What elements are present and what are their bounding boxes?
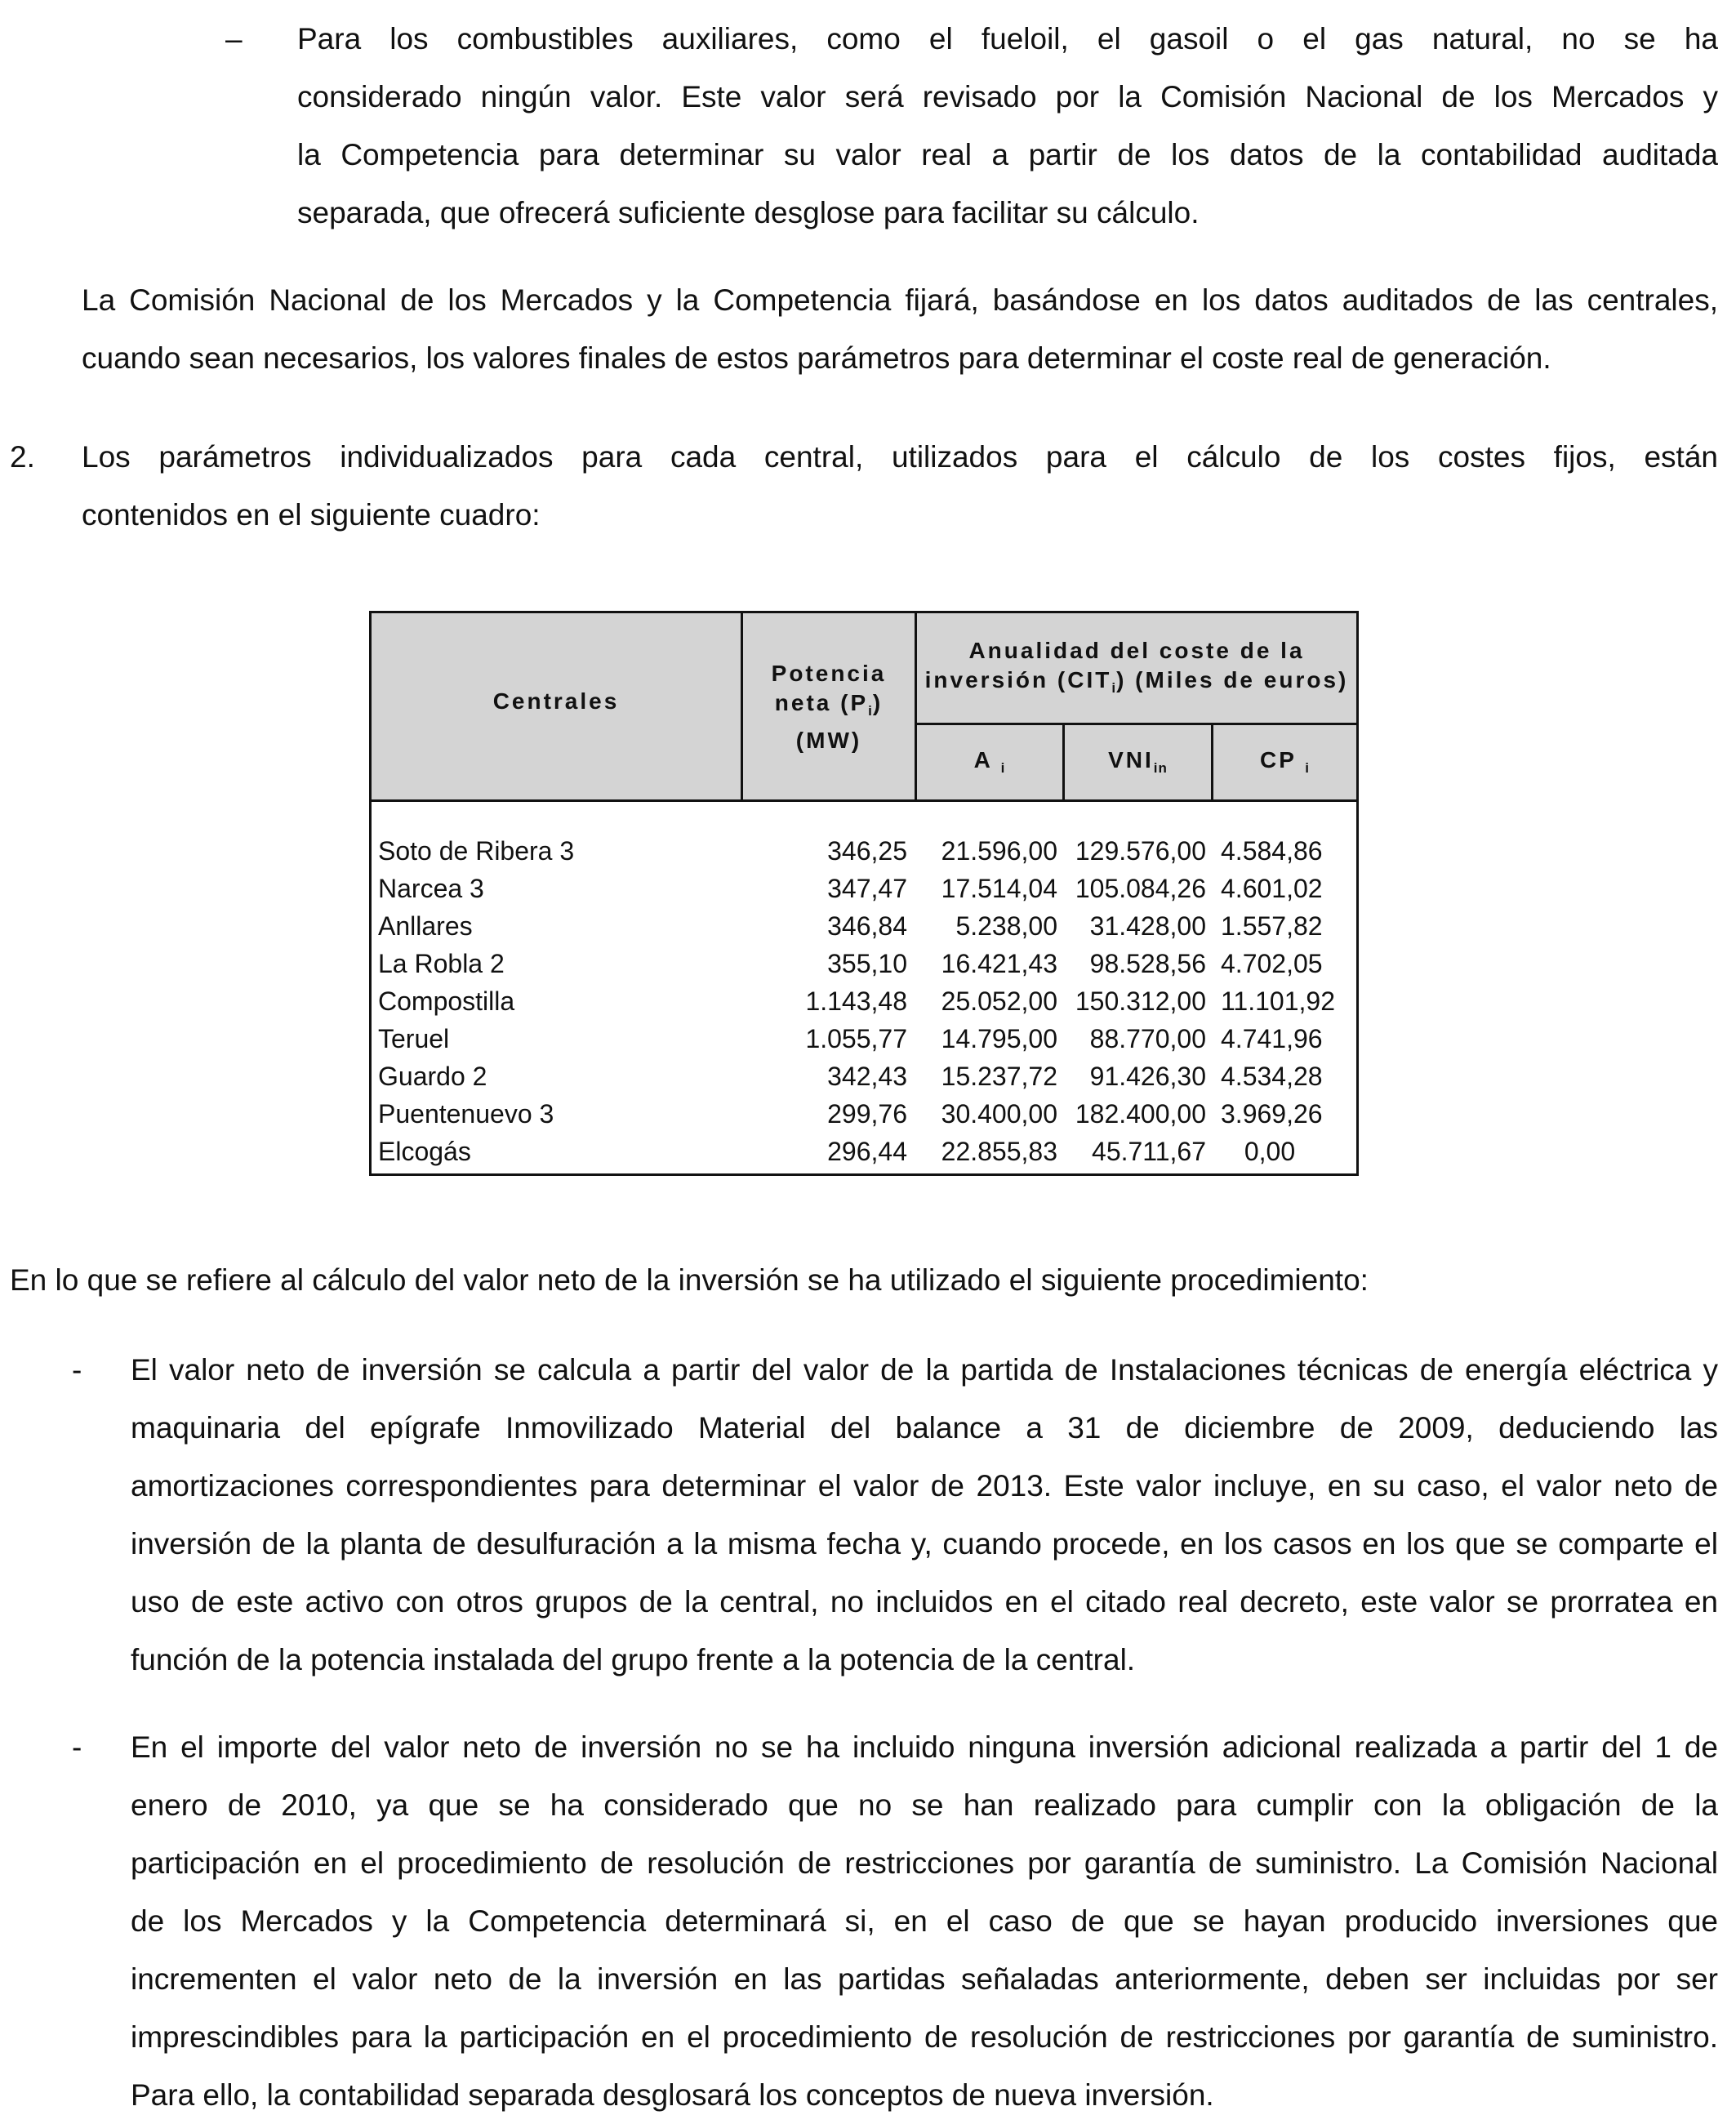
bullet1-paragraph: [131, 1341, 1718, 1689]
cell-cp: 0,00: [1244, 1137, 1296, 1166]
cell-central: Compostilla: [378, 986, 515, 1016]
cell-cp: 4.534,28: [1221, 1062, 1323, 1091]
cell-a: 17.514,04: [941, 874, 1057, 903]
header-vni: [1065, 746, 1211, 783]
text-line: imprescindibles para la participación en el procedimiento de resolución de restricciones por garantía de suministro.: [131, 2020, 1718, 2054]
table-row: [372, 832, 1356, 870]
text-line: amortizaciones correspondientes para determinar el valor de 2013. Este valor incluye, en su caso, el valor neto de: [131, 1469, 1718, 1503]
subscript: i: [1305, 760, 1310, 776]
header-text: A: [973, 747, 992, 773]
cell-cp: 4.584,86: [1221, 836, 1323, 866]
table-row: [372, 982, 1356, 1020]
header-text: neta (P: [774, 690, 869, 715]
text-line: uso de este activo con otros grupos de la central, no incluidos en el citado real decreto, este valor se prorratea en: [131, 1585, 1718, 1619]
header-text: ) (Miles de euros): [1116, 667, 1349, 692]
header-divider: [915, 723, 1356, 725]
header-text: inversión (CIT: [924, 667, 1112, 692]
text-line: contenidos en el siguiente cuadro:: [82, 498, 541, 532]
dash-marker: –: [225, 22, 243, 56]
table-row: [372, 907, 1356, 945]
cell-vni: 31.428,00: [1089, 911, 1206, 941]
header-text: VNI: [1108, 747, 1154, 773]
cell-a: 22.855,83: [941, 1137, 1057, 1166]
cell-vni: 98.528,56: [1089, 949, 1206, 978]
cell-potencia: 355,10: [827, 949, 907, 978]
text-line: cuando sean necesarios, los valores finales de estos parámetros para determinar el coste real de generación.: [82, 341, 1551, 375]
list-number: 2.: [10, 440, 35, 474]
cell-potencia: 296,44: [827, 1137, 907, 1166]
cell-vni: 105.084,26: [1075, 874, 1206, 903]
bullet-marker: -: [72, 1353, 82, 1387]
header-line: [743, 688, 915, 726]
table-row: [372, 1020, 1356, 1058]
text-line: La Comisión Nacional de los Mercados y la Competencia fijará, basándose en los datos auditados de las centrales,: [82, 283, 1718, 317]
cell-a: 14.795,00: [941, 1024, 1057, 1053]
text-line: inversión de la planta de desulfuración a la misma fecha y, cuando procede, en los casos en los que se comparte el: [131, 1527, 1718, 1561]
bullet2-paragraph: [131, 1718, 1718, 2124]
cell-cp: 4.702,05: [1221, 949, 1323, 978]
table-row: [372, 870, 1356, 907]
bullet-marker: -: [72, 1730, 82, 1764]
subscript: in: [1153, 760, 1168, 776]
cell-central: Elcogás: [378, 1137, 471, 1166]
cell-vni: 129.576,00: [1075, 836, 1206, 866]
text-line: participación en el procedimiento de resolución de restricciones por garantía de suministro. La Comisión Nacional: [131, 1846, 1718, 1880]
cell-a: 25.052,00: [941, 986, 1057, 1016]
cell-potencia: 347,47: [827, 874, 907, 903]
header-line: Potencia: [771, 661, 887, 686]
header-text: CP: [1260, 747, 1297, 773]
cell-vni: 88.770,00: [1089, 1024, 1206, 1053]
cell-vni: 182.400,00: [1075, 1099, 1206, 1129]
cell-cp: 11.101,92: [1221, 986, 1335, 1016]
cell-central: Soto de Ribera 3: [378, 836, 575, 866]
item2-paragraph: [82, 428, 1718, 544]
cell-potencia: 346,84: [827, 911, 907, 941]
auxiliary-fuels-paragraph: [297, 10, 1718, 242]
cell-central: Teruel: [378, 1024, 450, 1053]
text-line: de los Mercados y la Competencia determinará si, en el caso de que se hayan producido inversiones que: [131, 1904, 1718, 1938]
header-a: [917, 746, 1062, 783]
table-row: [372, 1095, 1356, 1133]
table-row: [372, 1058, 1356, 1095]
text-line: considerado ningún valor. Este valor será revisado por la Comisión Nacional de los Mercados y: [297, 80, 1718, 114]
cell-central: La Robla 2: [378, 949, 505, 978]
table-row: [372, 1133, 1356, 1170]
header-anualidad: [917, 636, 1356, 703]
header-cp: [1213, 746, 1356, 783]
text-line: Los parámetros individualizados para cada central, utilizados para el cálculo de los costes fijos, están: [82, 440, 1718, 474]
cell-a: 15.237,72: [941, 1062, 1057, 1091]
text-line: En el importe del valor neto de inversión no se ha incluido ninguna inversión adicional realizada a partir del 1 de: [131, 1730, 1718, 1764]
cell-potencia: 299,76: [827, 1099, 907, 1129]
table-row: [372, 945, 1356, 982]
subscript: i: [1111, 680, 1117, 696]
text-line: incrementen el valor neto de la inversión en las partidas señaladas anteriormente, deben ser incluidas por ser: [131, 1962, 1718, 1996]
text-line: separada, que ofrecerá suficiente desglose para facilitar su cálculo.: [297, 196, 1200, 229]
text-line: la Competencia para determinar su valor real a partir de los datos de la contabilidad auditada: [297, 138, 1718, 171]
cnmc-paragraph: [82, 271, 1718, 387]
text-line: función de la potencia instalada del grupo frente a la potencia de la central.: [131, 1643, 1136, 1676]
header-centrales: Centrales: [492, 688, 620, 714]
cell-cp: 4.741,96: [1221, 1024, 1323, 1053]
cell-central: Puentenuevo 3: [378, 1099, 554, 1129]
cell-vni: 150.312,00: [1075, 986, 1206, 1016]
cell-cp: 4.601,02: [1221, 874, 1323, 903]
text-line: enero de 2010, ya que se ha considerado que no se han realizado para cumplir con la obligación de la: [131, 1788, 1718, 1822]
header-potencia: [743, 659, 915, 755]
cell-a: 16.421,43: [941, 949, 1057, 978]
text-line: El valor neto de inversión se calcula a partir del valor de la partida de Instalaciones técnicas de energía eléctrica y: [131, 1353, 1718, 1387]
cell-central: Narcea 3: [378, 874, 484, 903]
cell-potencia: 342,43: [827, 1062, 907, 1091]
cell-potencia: 1.055,77: [805, 1024, 907, 1053]
cell-central: Anllares: [378, 911, 473, 941]
cell-cp: 3.969,26: [1221, 1099, 1323, 1129]
cell-a: 30.400,00: [941, 1099, 1057, 1129]
header-line: (MW): [795, 728, 862, 753]
subscript: i: [868, 703, 873, 719]
header-text: ): [872, 690, 884, 715]
cell-vni: 45.711,67: [1092, 1137, 1206, 1166]
cell-cp: 1.557,82: [1221, 911, 1323, 941]
subscript: i: [1000, 760, 1006, 776]
parameters-table: [369, 611, 1359, 1176]
cell-potencia: 1.143,48: [805, 986, 907, 1016]
table-body: [372, 832, 1356, 1170]
header-line: Anualidad del coste de la: [968, 638, 1305, 663]
cell-potencia: 346,25: [827, 836, 907, 866]
text-line: Para los combustibles auxiliares, como el fueloil, el gasoil o el gas natural, no se ha: [297, 22, 1718, 56]
cell-vni: 91.426,30: [1089, 1062, 1206, 1091]
cell-a: 5.238,00: [955, 911, 1057, 941]
text-line: Para ello, la contabilidad separada desglosará los conceptos de nueva inversión.: [131, 2078, 1214, 2112]
cell-a: 21.596,00: [941, 836, 1057, 866]
cell-central: Guardo 2: [378, 1062, 487, 1091]
text-line: maquinaria del epígrafe Inmovilizado Material del balance a 31 de diciembre de 2009, deduciendo las: [131, 1411, 1718, 1445]
header-line: [917, 666, 1356, 703]
procedure-intro: En lo que se refiere al cálculo del valor neto de la inversión se ha utilizado el siguiente procedimiento:: [10, 1263, 1369, 1297]
